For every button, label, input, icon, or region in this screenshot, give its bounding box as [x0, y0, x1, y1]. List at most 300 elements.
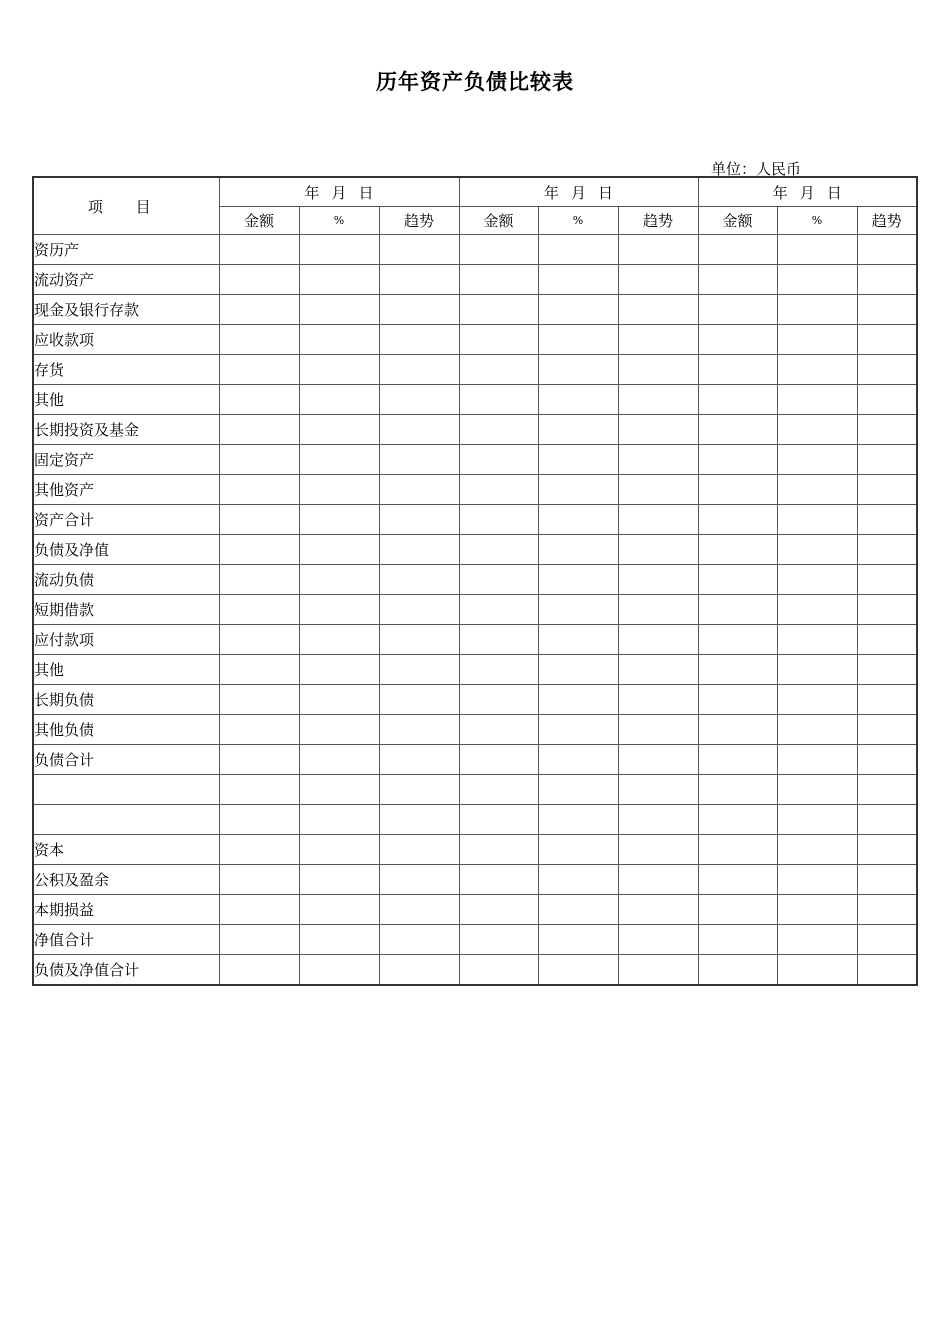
value-cell[interactable]	[777, 655, 857, 685]
value-cell[interactable]	[219, 895, 299, 925]
row-label: 净值合计	[33, 925, 219, 955]
value-cell[interactable]	[379, 475, 459, 505]
value-cell[interactable]	[459, 625, 538, 655]
value-cell[interactable]	[219, 265, 299, 295]
value-cell[interactable]	[857, 355, 917, 385]
row-label: 长期负债	[33, 685, 219, 715]
value-cell[interactable]	[698, 385, 777, 415]
table-row	[33, 415, 917, 445]
value-cell[interactable]	[618, 235, 698, 265]
row-label: 流动负债	[33, 565, 219, 595]
value-cell[interactable]	[777, 685, 857, 715]
value-cell[interactable]	[698, 865, 777, 895]
value-cell[interactable]	[698, 745, 777, 775]
value-cell[interactable]	[299, 385, 379, 415]
table-row	[33, 955, 917, 986]
value-cell[interactable]	[379, 775, 459, 805]
period-year: 年	[304, 183, 320, 202]
value-cell[interactable]	[698, 655, 777, 685]
table-row	[33, 625, 917, 655]
table-body	[33, 235, 917, 986]
value-cell[interactable]	[698, 265, 777, 295]
value-cell[interactable]	[219, 865, 299, 895]
amount-column-header: 金额	[459, 207, 538, 235]
value-cell[interactable]	[379, 415, 459, 445]
value-cell[interactable]	[219, 595, 299, 625]
value-cell[interactable]	[777, 355, 857, 385]
value-cell[interactable]	[857, 535, 917, 565]
value-cell[interactable]	[299, 775, 379, 805]
row-label: 流动资产	[33, 265, 219, 295]
value-cell[interactable]	[299, 535, 379, 565]
value-cell[interactable]	[618, 325, 698, 355]
value-cell[interactable]	[618, 655, 698, 685]
value-cell[interactable]	[618, 925, 698, 955]
value-cell[interactable]	[379, 955, 459, 986]
value-cell[interactable]	[219, 955, 299, 986]
value-cell[interactable]	[459, 475, 538, 505]
value-cell[interactable]	[698, 325, 777, 355]
percent-column-header: %	[299, 207, 379, 235]
value-cell[interactable]	[379, 235, 459, 265]
value-cell[interactable]	[777, 625, 857, 655]
value-cell[interactable]	[459, 685, 538, 715]
period-day: 日	[598, 183, 614, 202]
value-cell[interactable]	[618, 385, 698, 415]
value-cell[interactable]	[538, 265, 618, 295]
value-cell[interactable]	[459, 895, 538, 925]
value-cell[interactable]	[538, 505, 618, 535]
value-cell[interactable]	[459, 745, 538, 775]
value-cell[interactable]	[857, 715, 917, 745]
value-cell[interactable]	[698, 625, 777, 655]
value-cell[interactable]	[459, 415, 538, 445]
value-cell[interactable]	[538, 325, 618, 355]
value-cell[interactable]	[538, 895, 618, 925]
value-cell[interactable]	[299, 235, 379, 265]
value-cell[interactable]	[698, 805, 777, 835]
value-cell[interactable]	[698, 835, 777, 865]
value-cell[interactable]	[538, 445, 618, 475]
table-row	[33, 325, 917, 355]
value-cell[interactable]	[618, 265, 698, 295]
value-cell[interactable]	[777, 865, 857, 895]
table-row	[33, 505, 917, 535]
value-cell[interactable]	[379, 535, 459, 565]
value-cell[interactable]	[219, 685, 299, 715]
value-cell[interactable]	[857, 895, 917, 925]
table-row	[33, 835, 917, 865]
page-title: 历年资产负债比较表	[376, 69, 574, 94]
value-cell[interactable]	[459, 805, 538, 835]
value-cell[interactable]	[857, 775, 917, 805]
value-cell[interactable]	[219, 925, 299, 955]
value-cell[interactable]	[618, 595, 698, 625]
value-cell[interactable]	[459, 385, 538, 415]
value-cell[interactable]	[618, 835, 698, 865]
row-label: 存货	[33, 355, 219, 385]
value-cell[interactable]	[379, 295, 459, 325]
value-cell[interactable]	[698, 775, 777, 805]
value-cell[interactable]	[459, 445, 538, 475]
row-label: 其他	[33, 655, 219, 685]
value-cell[interactable]	[698, 685, 777, 715]
row-label: 公积及盈余	[33, 865, 219, 895]
value-cell[interactable]	[299, 415, 379, 445]
value-cell[interactable]	[618, 805, 698, 835]
header-row-dates	[33, 177, 917, 207]
table-row	[33, 265, 917, 295]
value-cell[interactable]	[459, 595, 538, 625]
value-cell[interactable]	[698, 355, 777, 385]
value-cell[interactable]	[777, 805, 857, 835]
table-row	[33, 235, 917, 265]
value-cell[interactable]	[618, 355, 698, 385]
value-cell[interactable]	[618, 535, 698, 565]
value-cell[interactable]	[698, 445, 777, 475]
row-label: 负债及净值	[33, 535, 219, 565]
value-cell[interactable]	[698, 595, 777, 625]
value-cell[interactable]	[299, 505, 379, 535]
value-cell[interactable]	[379, 925, 459, 955]
value-cell[interactable]	[698, 535, 777, 565]
row-label: 本期损益	[33, 895, 219, 925]
value-cell[interactable]	[299, 745, 379, 775]
value-cell[interactable]	[299, 895, 379, 925]
value-cell[interactable]	[538, 715, 618, 745]
value-cell[interactable]	[777, 325, 857, 355]
value-cell[interactable]	[299, 295, 379, 325]
period-header-2	[459, 177, 698, 207]
value-cell[interactable]	[379, 745, 459, 775]
period-month: 月	[570, 183, 586, 202]
value-cell[interactable]	[538, 955, 618, 986]
table-row	[33, 805, 917, 835]
value-cell[interactable]	[299, 595, 379, 625]
table-row	[33, 685, 917, 715]
period-month: 月	[331, 183, 347, 202]
value-cell[interactable]	[459, 955, 538, 986]
value-cell[interactable]	[219, 625, 299, 655]
value-cell[interactable]	[538, 235, 618, 265]
percent-column-header: %	[538, 207, 618, 235]
value-cell[interactable]	[618, 625, 698, 655]
value-cell[interactable]	[857, 835, 917, 865]
table-row	[33, 445, 917, 475]
value-cell[interactable]	[618, 715, 698, 745]
value-cell[interactable]	[379, 595, 459, 625]
value-cell[interactable]	[777, 385, 857, 415]
row-label: 其他资产	[33, 475, 219, 505]
value-cell[interactable]	[379, 265, 459, 295]
value-cell[interactable]	[459, 925, 538, 955]
value-cell[interactable]	[459, 535, 538, 565]
row-label: 其他	[33, 385, 219, 415]
value-cell[interactable]	[538, 295, 618, 325]
value-cell[interactable]	[538, 925, 618, 955]
value-cell[interactable]	[777, 295, 857, 325]
value-cell[interactable]	[777, 475, 857, 505]
value-cell[interactable]	[219, 715, 299, 745]
table-row	[33, 595, 917, 625]
value-cell[interactable]	[857, 925, 917, 955]
value-cell[interactable]	[538, 385, 618, 415]
value-cell[interactable]	[219, 235, 299, 265]
value-cell[interactable]	[698, 925, 777, 955]
value-cell[interactable]	[459, 655, 538, 685]
value-cell[interactable]	[299, 475, 379, 505]
value-cell[interactable]	[777, 835, 857, 865]
value-cell[interactable]	[538, 535, 618, 565]
value-cell[interactable]	[857, 445, 917, 475]
table-row	[33, 535, 917, 565]
value-cell[interactable]	[538, 355, 618, 385]
value-cell[interactable]	[777, 715, 857, 745]
value-cell[interactable]	[618, 955, 698, 986]
value-cell[interactable]	[299, 265, 379, 295]
row-label	[33, 775, 219, 805]
value-cell[interactable]	[379, 715, 459, 745]
value-cell[interactable]	[698, 295, 777, 325]
row-label	[33, 805, 219, 835]
row-label: 长期投资及基金	[33, 415, 219, 445]
row-label: 短期借款	[33, 595, 219, 625]
value-cell[interactable]	[538, 775, 618, 805]
value-cell[interactable]	[299, 925, 379, 955]
value-cell[interactable]	[459, 565, 538, 595]
table-row	[33, 355, 917, 385]
value-cell[interactable]	[698, 715, 777, 745]
row-label: 负债及净值合计	[33, 955, 219, 986]
value-cell[interactable]	[777, 235, 857, 265]
value-cell[interactable]	[857, 265, 917, 295]
table-row	[33, 865, 917, 895]
value-cell[interactable]	[219, 745, 299, 775]
value-cell[interactable]	[777, 565, 857, 595]
value-cell[interactable]	[618, 445, 698, 475]
value-cell[interactable]	[698, 415, 777, 445]
value-cell[interactable]	[299, 325, 379, 355]
value-cell[interactable]	[618, 565, 698, 595]
value-cell[interactable]	[857, 565, 917, 595]
value-cell[interactable]	[857, 595, 917, 625]
value-cell[interactable]	[299, 715, 379, 745]
value-cell[interactable]	[459, 865, 538, 895]
value-cell[interactable]	[379, 685, 459, 715]
value-cell[interactable]	[538, 685, 618, 715]
value-cell[interactable]	[538, 655, 618, 685]
value-cell[interactable]	[777, 745, 857, 775]
value-cell[interactable]	[698, 235, 777, 265]
value-cell[interactable]	[379, 865, 459, 895]
value-cell[interactable]	[857, 415, 917, 445]
value-cell[interactable]	[459, 715, 538, 745]
value-cell[interactable]	[618, 685, 698, 715]
period-day: 日	[358, 183, 374, 202]
value-cell[interactable]	[219, 445, 299, 475]
value-cell[interactable]	[219, 325, 299, 355]
period-year: 年	[543, 183, 559, 202]
value-cell[interactable]	[379, 445, 459, 475]
row-label: 应收款项	[33, 325, 219, 355]
table-row	[33, 655, 917, 685]
table-row	[33, 565, 917, 595]
row-label: 现金及银行存款	[33, 295, 219, 325]
value-cell[interactable]	[538, 805, 618, 835]
row-label: 应付款项	[33, 625, 219, 655]
value-cell[interactable]	[379, 625, 459, 655]
value-cell[interactable]	[299, 655, 379, 685]
value-cell[interactable]	[299, 565, 379, 595]
value-cell[interactable]	[698, 565, 777, 595]
value-cell[interactable]	[219, 775, 299, 805]
value-cell[interactable]	[299, 835, 379, 865]
value-cell[interactable]	[379, 565, 459, 595]
value-cell[interactable]	[379, 505, 459, 535]
table-row	[33, 895, 917, 925]
amount-column-header: 金额	[219, 207, 299, 235]
value-cell[interactable]	[379, 655, 459, 685]
period-day: 日	[826, 183, 842, 202]
value-cell[interactable]	[857, 505, 917, 535]
value-cell[interactable]	[538, 745, 618, 775]
value-cell[interactable]	[538, 625, 618, 655]
value-cell[interactable]	[538, 835, 618, 865]
value-cell[interactable]	[857, 385, 917, 415]
value-cell[interactable]	[857, 325, 917, 355]
table-row	[33, 475, 917, 505]
value-cell[interactable]	[777, 595, 857, 625]
value-cell[interactable]	[459, 325, 538, 355]
value-cell[interactable]	[459, 505, 538, 535]
value-cell[interactable]	[618, 475, 698, 505]
value-cell[interactable]	[538, 565, 618, 595]
row-label: 固定资产	[33, 445, 219, 475]
value-cell[interactable]	[219, 565, 299, 595]
value-cell[interactable]	[777, 415, 857, 445]
value-cell[interactable]	[538, 865, 618, 895]
value-cell[interactable]	[618, 415, 698, 445]
value-cell[interactable]	[299, 865, 379, 895]
value-cell[interactable]	[777, 955, 857, 986]
value-cell[interactable]	[538, 415, 618, 445]
balance-sheet-table	[32, 176, 918, 986]
table-row	[33, 295, 917, 325]
row-label: 负债合计	[33, 745, 219, 775]
amount-column-header: 金额	[698, 207, 777, 235]
value-cell[interactable]	[777, 775, 857, 805]
value-cell[interactable]	[379, 385, 459, 415]
value-cell[interactable]	[219, 355, 299, 385]
period-header-3	[698, 177, 917, 207]
value-cell[interactable]	[219, 385, 299, 415]
value-cell[interactable]	[299, 805, 379, 835]
value-cell[interactable]	[219, 535, 299, 565]
table-row	[33, 385, 917, 415]
value-cell[interactable]	[857, 655, 917, 685]
value-cell[interactable]	[857, 805, 917, 835]
value-cell[interactable]	[299, 445, 379, 475]
trend-column-header: 趋势	[618, 207, 698, 235]
value-cell[interactable]	[219, 835, 299, 865]
row-label: 资历产	[33, 235, 219, 265]
row-label: 资本	[33, 835, 219, 865]
value-cell[interactable]	[299, 355, 379, 385]
table-row	[33, 775, 917, 805]
value-cell[interactable]	[698, 895, 777, 925]
value-cell[interactable]	[857, 955, 917, 986]
table-row	[33, 715, 917, 745]
value-cell[interactable]	[299, 955, 379, 986]
value-cell[interactable]	[219, 505, 299, 535]
value-cell[interactable]	[379, 805, 459, 835]
value-cell[interactable]	[459, 835, 538, 865]
value-cell[interactable]	[857, 475, 917, 505]
value-cell[interactable]	[379, 895, 459, 925]
unit-label: 单位：人民币	[711, 160, 802, 178]
value-cell[interactable]	[219, 655, 299, 685]
value-cell[interactable]	[618, 295, 698, 325]
value-cell[interactable]	[777, 895, 857, 925]
value-cell[interactable]	[857, 235, 917, 265]
value-cell[interactable]	[857, 685, 917, 715]
value-cell[interactable]	[219, 475, 299, 505]
value-cell[interactable]	[459, 235, 538, 265]
value-cell[interactable]	[299, 685, 379, 715]
value-cell[interactable]	[379, 325, 459, 355]
period-year: 年	[772, 183, 788, 202]
value-cell[interactable]	[379, 355, 459, 385]
value-cell[interactable]	[777, 445, 857, 475]
value-cell[interactable]	[459, 355, 538, 385]
value-cell[interactable]	[698, 955, 777, 986]
value-cell[interactable]	[459, 265, 538, 295]
table-row	[33, 745, 917, 775]
value-cell[interactable]	[379, 835, 459, 865]
trend-column-header: 趋势	[857, 207, 917, 235]
value-cell[interactable]	[459, 775, 538, 805]
value-cell[interactable]	[219, 295, 299, 325]
period-month: 月	[799, 183, 815, 202]
value-cell[interactable]	[777, 505, 857, 535]
value-cell[interactable]	[698, 505, 777, 535]
row-label: 资产合计	[33, 505, 219, 535]
value-cell[interactable]	[857, 625, 917, 655]
value-cell[interactable]	[618, 505, 698, 535]
value-cell[interactable]	[857, 745, 917, 775]
item-column-header: 项 目	[33, 177, 219, 235]
value-cell[interactable]	[857, 865, 917, 895]
value-cell[interactable]	[459, 295, 538, 325]
value-cell[interactable]	[538, 475, 618, 505]
percent-column-header: %	[777, 207, 857, 235]
value-cell[interactable]	[618, 745, 698, 775]
value-cell[interactable]	[618, 775, 698, 805]
value-cell[interactable]	[219, 415, 299, 445]
value-cell[interactable]	[777, 925, 857, 955]
value-cell[interactable]	[698, 475, 777, 505]
value-cell[interactable]	[618, 895, 698, 925]
value-cell[interactable]	[219, 805, 299, 835]
value-cell[interactable]	[777, 265, 857, 295]
value-cell[interactable]	[538, 595, 618, 625]
value-cell[interactable]	[618, 865, 698, 895]
value-cell[interactable]	[299, 625, 379, 655]
trend-column-header: 趋势	[379, 207, 459, 235]
value-cell[interactable]	[777, 535, 857, 565]
row-label: 其他负债	[33, 715, 219, 745]
value-cell[interactable]	[857, 295, 917, 325]
